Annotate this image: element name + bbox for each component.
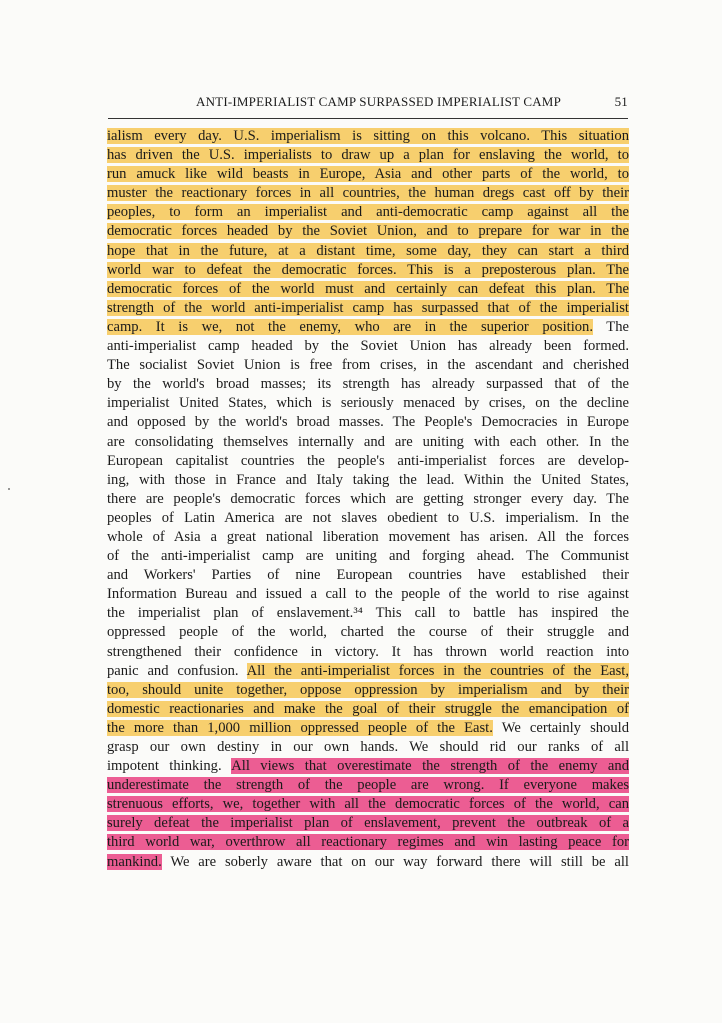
highlighted-text: strenuous efforts, we, together with all the democratic forces of the world, can (107, 796, 629, 813)
text-line (107, 222, 629, 241)
text-line (107, 203, 629, 222)
text-line (107, 375, 629, 394)
highlighted-text: camp. It is we, not the enemy, who are in the superior position. (107, 318, 593, 335)
text-line (107, 604, 629, 623)
text-line (107, 719, 629, 738)
line-text: and Workers' Parties of nine European countries have established their (107, 567, 629, 584)
text-line (107, 490, 629, 509)
text-line (107, 814, 629, 833)
text-line (107, 566, 629, 585)
line-text: We are soberly aware that on our way forward there will still be all (161, 853, 629, 870)
text-line (107, 337, 629, 356)
line-text: anti-imperialist camp headed by the Soviet Union has already been formed. (107, 338, 629, 355)
highlighted-text: has driven the U.S. imperialists to draw up a plan for enslaving the world, to (107, 147, 629, 164)
text-line (107, 127, 629, 146)
line-text: Information Bureau and issued a call to the people of the world to rise against (107, 586, 629, 603)
text-line (107, 261, 629, 280)
header-rule (108, 118, 628, 119)
text-line (107, 471, 629, 490)
highlighted-text: strength of the world anti-imperialist camp has surpassed that of the imperialist (107, 299, 629, 316)
text-line (107, 394, 629, 413)
text-line (107, 662, 629, 681)
text-line (107, 242, 629, 261)
text-line (107, 681, 629, 700)
highlighted-text: All views that overestimate the strength of the enemy and (231, 758, 629, 775)
line-text: oppressed people of the world, charted the course of their struggle and (107, 624, 629, 641)
text-line (107, 853, 629, 872)
highlighted-text: the more than 1,000 million oppressed people of the East. (107, 719, 493, 736)
line-text: The socialist Soviet Union is free from crises, in the ascendant and cherished (107, 357, 629, 374)
line-text: whole of Asia a great national liberation movement has arisen. All the forces (107, 528, 629, 545)
line-text: of the anti-imperialist camp are uniting and forging ahead. The Communist (107, 548, 629, 565)
line-text: there are people's democratic forces which are getting stronger every day. The (107, 490, 629, 507)
text-line (107, 356, 629, 375)
text-line (107, 528, 629, 547)
highlighted-text: democratic forces headed by the Soviet Union, and to prepare for war in the (107, 223, 629, 240)
line-text: ing, with those in France and Italy taking the lead. Within the United States, (107, 471, 629, 488)
highlighted-text: peoples, to form an imperialist and anti-democratic camp against all the (107, 204, 629, 221)
highlighted-text: third world war, overthrow all reactionary regimes and win lasting peace for (107, 834, 629, 851)
text-line (107, 509, 629, 528)
text-line (107, 643, 629, 662)
text-line (107, 700, 629, 719)
text-line (107, 299, 629, 318)
text-line (107, 585, 629, 604)
highlighted-text: underestimate the strength of the people are wrong. If everyone makes (107, 777, 629, 794)
text-line (107, 433, 629, 452)
line-text: the imperialist plan of enslavement.³⁴ This call to battle has inspired the (107, 605, 629, 622)
line-text: impotent thinking. (107, 758, 232, 775)
page-number: 51 (614, 94, 628, 109)
text-line (107, 833, 629, 852)
highlighted-text: hope that in the future, at a distant time, some day, they can start a third (107, 242, 629, 259)
line-text: panic and confusion. (107, 662, 247, 679)
highlighted-text: mankind. (107, 853, 162, 870)
text-line (107, 623, 629, 642)
text-line (107, 738, 629, 757)
line-text: imperialist United States, which is seriously menaced by crises, on the decline (107, 395, 629, 412)
highlighted-text: run amuck like wild beasts in Europe, Asia and other parts of the world, to (107, 166, 629, 183)
text-line (107, 413, 629, 432)
text-line (107, 146, 629, 165)
line-text: European capitalist countries the people's anti-imperialist forces are develop- (107, 452, 629, 469)
text-line (107, 452, 629, 471)
highlighted-text: democratic forces of the world must and certainly can defeat this plan. The (107, 280, 629, 297)
scan-speck (8, 488, 10, 490)
line-text: grasp our own destiny in our own hands. We should rid our ranks of all (107, 739, 629, 755)
text-line (107, 184, 629, 203)
highlighted-text: surely defeat the imperialist plan of enslavement, prevent the outbreak of a (107, 815, 629, 832)
line-text: by the world's broad masses; its strength has already surpassed that of the (107, 376, 629, 393)
header-title: ANTI-IMPERIALIST CAMP SURPASSED IMPERIALIST CAMP (196, 94, 561, 109)
text-line (107, 547, 629, 566)
text-line (107, 318, 629, 337)
text-line (107, 165, 629, 184)
running-header (108, 94, 628, 114)
text-line (107, 776, 629, 795)
highlighted-text: muster the reactionary forces in all countries, the human dregs cast off by their (107, 185, 629, 202)
highlighted-text: too, should unite together, oppose oppression by imperialism and by their (107, 681, 629, 698)
highlighted-text: All the anti-imperialist forces in the countries of the East, (246, 662, 629, 679)
line-text: and opposed by the world's broad masses. The People's Democracies in Europe (107, 414, 629, 431)
line-text: peoples of Latin America are not slaves obedient to U.S. imperialism. In the (107, 509, 629, 526)
highlighted-text: world war to defeat the democratic forces. This is a preposterous plan. The (107, 261, 629, 278)
text-line (107, 795, 629, 814)
text-line (107, 280, 629, 299)
line-text: strengthened their confidence in victory. It has thrown world reaction into (107, 643, 629, 660)
text-line (107, 757, 629, 776)
body-text (107, 127, 629, 872)
highlighted-text: ialism every day. U.S. imperialism is sitting on this volcano. This situation (107, 128, 629, 144)
line-text: We certainly should (492, 719, 629, 736)
highlighted-text: domestic reactionaries and make the goal of their struggle the emancipation of (107, 700, 629, 717)
line-text: The (593, 318, 629, 335)
line-text: are consolidating themselves internally and are uniting with each other. In the (107, 433, 629, 450)
